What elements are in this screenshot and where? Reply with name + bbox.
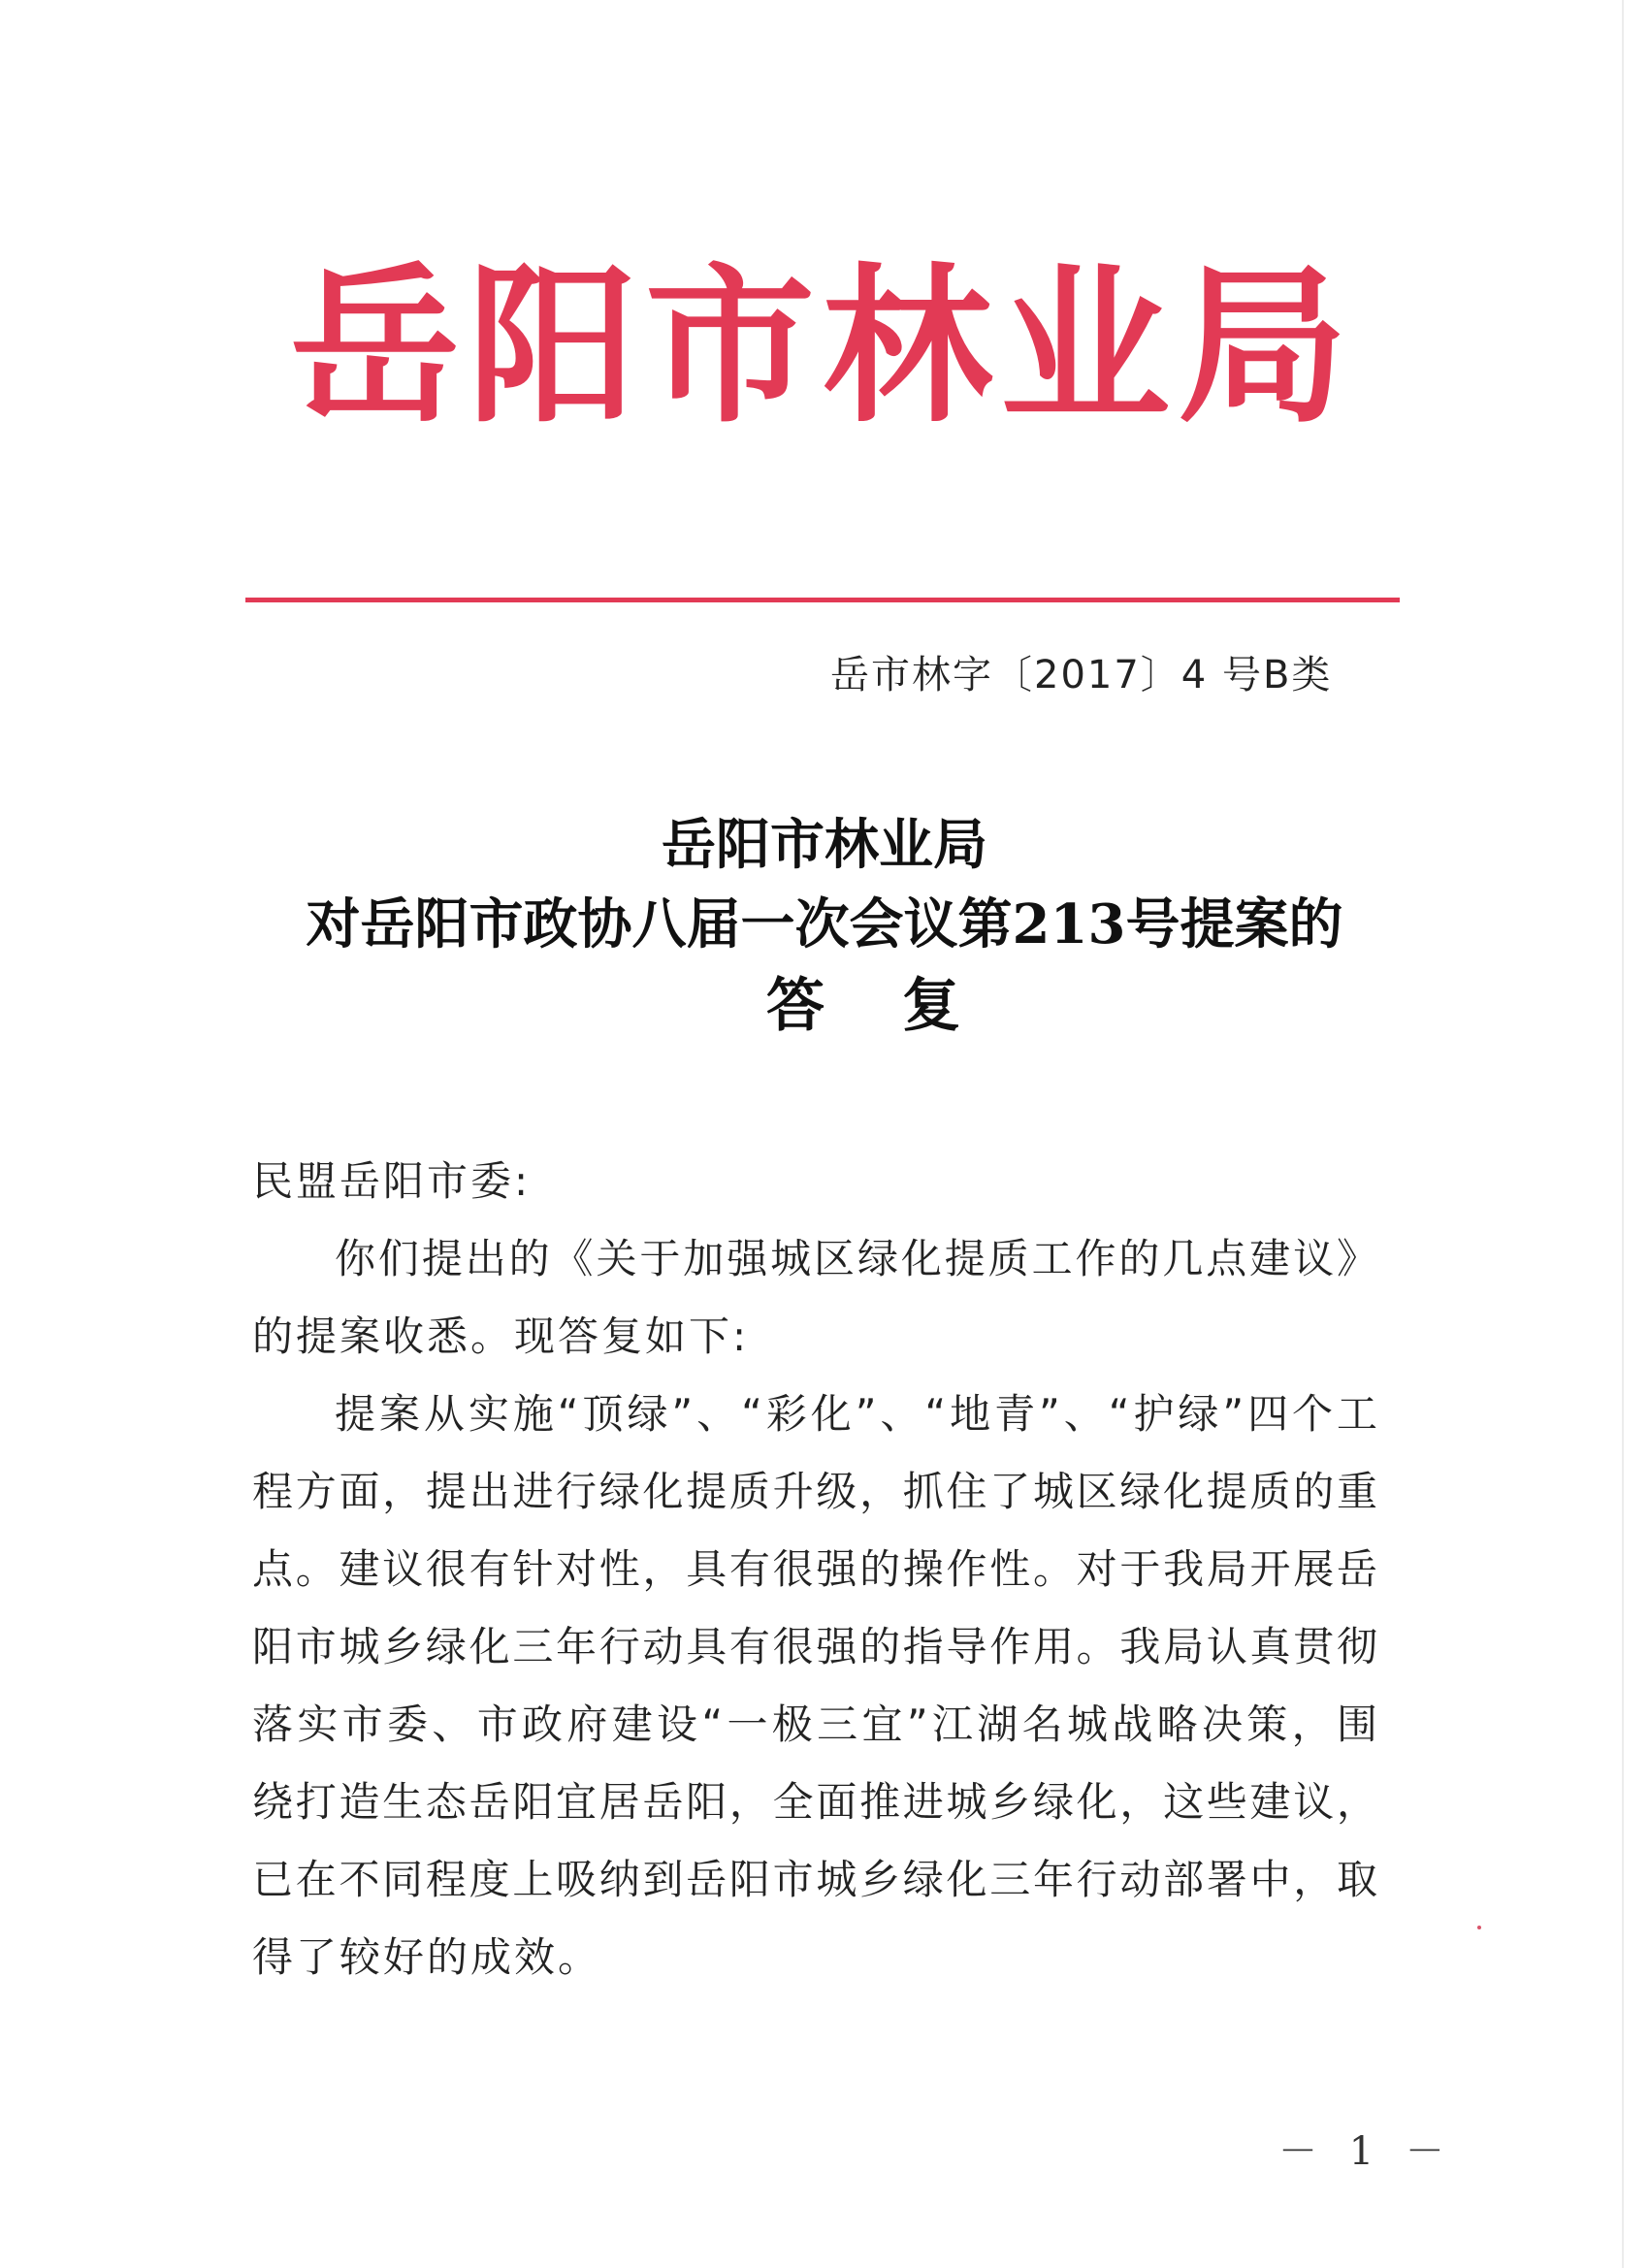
body-line: 点。建议很有针对性，具有很强的操作性。对于我局开展岳 (252, 1545, 1377, 1593)
document-title-line-3: 答复 (766, 972, 1038, 1040)
body-line: 落实市委、市政府建设“一极三宜”江湖名城战略决策，围 (252, 1701, 1377, 1748)
scan-edge (1622, 0, 1624, 2268)
salutation: 民盟岳阳市委: (252, 1157, 532, 1205)
letterhead-title: 岳阳市林业局 (290, 247, 1355, 446)
body-line: 得了较好的成效。 (252, 1933, 602, 1981)
document-title-line-1: 岳阳市林业局 (662, 813, 987, 877)
body-line: 已在不同程度上吸纳到岳阳市城乡绿化三年行动部署中，取 (252, 1856, 1377, 1903)
body-line: 阳市城乡绿化三年行动具有很强的指导作用。我局认真贯彻 (252, 1623, 1377, 1670)
body-line: 的提案收悉。现答复如下: (252, 1312, 750, 1360)
body-line: 绕打造生态岳阳宜居岳阳，全面推进城乡绿化，这些建议， (252, 1778, 1377, 1826)
body-line: 程方面，提出进行绿化提质升级，抓住了城区绿化提质的重 (252, 1468, 1377, 1515)
document-title-line-2: 对岳阳市政协八届一次会议第213号提案的 (306, 892, 1343, 956)
letterhead-red-rule (245, 598, 1400, 602)
document-number: 岳市林字〔2017〕4 号B类 (830, 653, 1333, 697)
page-number: － 1 － (1278, 2129, 1454, 2174)
body-line: 提案从实施“顶绿”、“彩化”、“地青”、“护绿”四个工 (335, 1390, 1377, 1438)
body-line: 你们提出的《关于加强城区绿化提质工作的几点建议》 (335, 1235, 1377, 1282)
scan-speck (1477, 1926, 1481, 1929)
